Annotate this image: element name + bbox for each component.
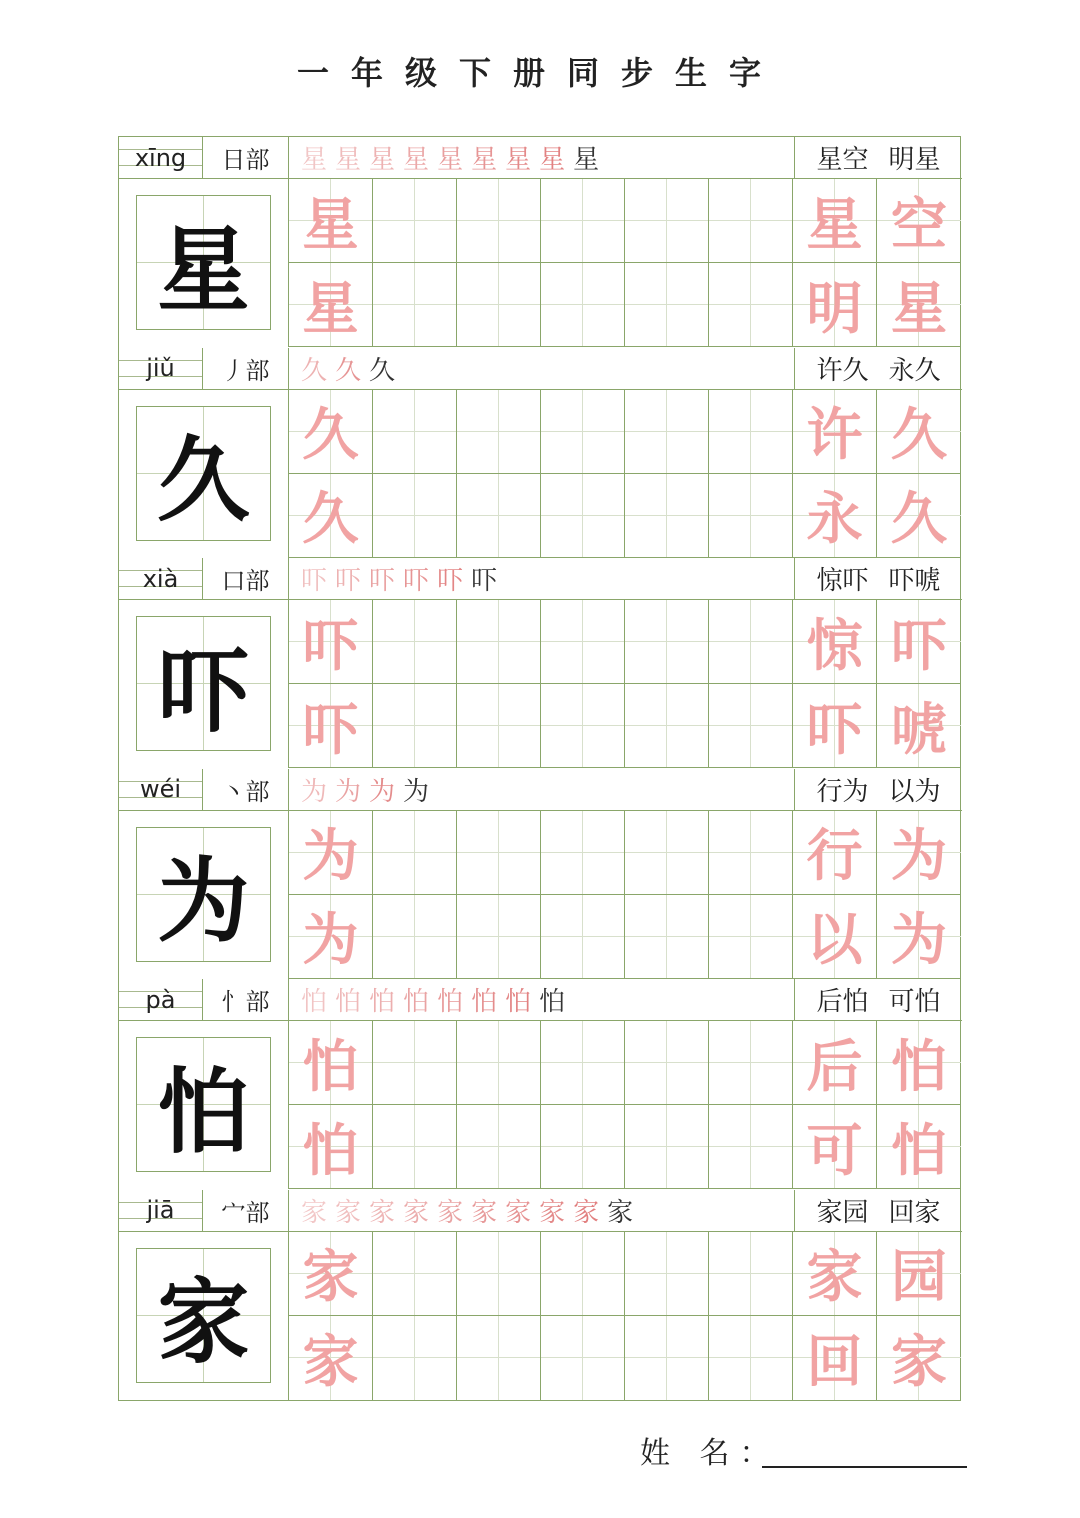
stroke-step: 为 bbox=[403, 776, 430, 807]
trace-square[interactable]: 吓 bbox=[289, 684, 373, 768]
practice-square[interactable] bbox=[373, 1105, 457, 1189]
practice-square[interactable] bbox=[625, 811, 709, 895]
practice-square[interactable] bbox=[625, 684, 709, 768]
name-input-line[interactable] bbox=[762, 1466, 967, 1468]
word-trace-square[interactable]: 许 bbox=[793, 390, 877, 474]
trace-square[interactable]: 星 bbox=[289, 263, 373, 347]
word-trace-square[interactable]: 家 bbox=[877, 1316, 961, 1400]
stroke-order bbox=[289, 348, 795, 389]
main-character: 吓 bbox=[136, 616, 271, 751]
character-header-row bbox=[119, 769, 962, 811]
practice-square[interactable] bbox=[541, 1105, 625, 1189]
trace-square[interactable]: 家 bbox=[289, 1232, 373, 1316]
trace-square[interactable]: 吓 bbox=[289, 600, 373, 684]
word-trace-square[interactable]: 为 bbox=[877, 811, 961, 895]
pinyin-label: jiā bbox=[119, 1190, 203, 1231]
practice-square[interactable] bbox=[373, 179, 457, 263]
main-character: 为 bbox=[136, 827, 271, 962]
pinyin-label: xīng bbox=[119, 137, 203, 178]
character-block bbox=[119, 1190, 962, 1400]
word-trace-square[interactable]: 后 bbox=[793, 1021, 877, 1105]
practice-square[interactable] bbox=[709, 1021, 793, 1105]
stroke-step: 吓 bbox=[403, 566, 430, 596]
character-header-row bbox=[119, 348, 962, 390]
practice-square[interactable] bbox=[709, 179, 793, 263]
stroke-step: 星 bbox=[403, 145, 430, 175]
main-character-cell bbox=[119, 1232, 289, 1400]
stroke-order bbox=[289, 769, 795, 810]
stroke-step: 家 bbox=[607, 1197, 634, 1228]
practice-square[interactable] bbox=[709, 600, 793, 684]
practice-square[interactable] bbox=[457, 1105, 541, 1189]
character-block bbox=[119, 137, 962, 347]
word-trace-square[interactable]: 可 bbox=[793, 1105, 877, 1189]
word-trace-square[interactable]: 惊 bbox=[793, 600, 877, 684]
radical-label: 丿部 bbox=[203, 348, 289, 389]
word-trace-square[interactable]: 久 bbox=[877, 474, 961, 558]
name-label: 姓 名： bbox=[640, 1436, 780, 1471]
stroke-step: 家 bbox=[301, 1197, 328, 1228]
pinyin-label: xià bbox=[119, 558, 203, 599]
stroke-step: 怕 bbox=[471, 987, 498, 1017]
word-label: 可怕 bbox=[888, 987, 941, 1017]
words-header bbox=[795, 137, 962, 178]
trace-square[interactable]: 怕 bbox=[289, 1105, 373, 1189]
practice-square[interactable] bbox=[541, 811, 625, 895]
stroke-order bbox=[289, 979, 795, 1020]
word-label: 家园 bbox=[816, 1197, 869, 1228]
main-character-cell bbox=[119, 1021, 289, 1189]
pinyin-label: wéi bbox=[119, 769, 203, 810]
practice-square[interactable] bbox=[541, 1232, 625, 1316]
practice-square[interactable] bbox=[457, 1232, 541, 1316]
practice-square[interactable] bbox=[457, 263, 541, 347]
practice-square[interactable] bbox=[625, 263, 709, 347]
practice-square[interactable] bbox=[373, 390, 457, 474]
stroke-order bbox=[289, 137, 795, 178]
word-label: 惊吓 bbox=[816, 566, 869, 596]
practice-square[interactable] bbox=[373, 600, 457, 684]
character-block bbox=[119, 769, 962, 979]
character-header-row bbox=[119, 137, 962, 179]
practice-square[interactable] bbox=[457, 179, 541, 263]
word-label: 回家 bbox=[888, 1197, 941, 1228]
word-label: 星空 bbox=[816, 145, 869, 175]
word-label: 以为 bbox=[888, 776, 941, 807]
words-header bbox=[795, 558, 962, 599]
practice-square[interactable] bbox=[541, 684, 625, 768]
practice-square[interactable] bbox=[625, 1232, 709, 1316]
main-character: 星 bbox=[136, 195, 271, 330]
stroke-step: 怕 bbox=[335, 987, 362, 1017]
word-label: 永久 bbox=[888, 355, 941, 386]
stroke-step: 家 bbox=[335, 1197, 362, 1228]
character-block bbox=[119, 979, 962, 1189]
word-trace-square[interactable]: 星 bbox=[793, 179, 877, 263]
stroke-step: 星 bbox=[471, 145, 498, 175]
practice-square[interactable] bbox=[373, 1232, 457, 1316]
practice-square[interactable] bbox=[457, 895, 541, 979]
radical-label: 丶部 bbox=[203, 769, 289, 810]
stroke-step: 星 bbox=[437, 145, 464, 175]
stroke-step: 星 bbox=[573, 145, 600, 175]
trace-square[interactable]: 久 bbox=[289, 390, 373, 474]
practice-square[interactable] bbox=[625, 1105, 709, 1189]
practice-square[interactable] bbox=[457, 1316, 541, 1400]
practice-square[interactable] bbox=[709, 1105, 793, 1189]
radical-label: 宀部 bbox=[203, 1190, 289, 1231]
word-trace-square[interactable]: 永 bbox=[793, 474, 877, 558]
stroke-step: 吓 bbox=[369, 566, 396, 596]
practice-square[interactable] bbox=[709, 474, 793, 558]
practice-square[interactable] bbox=[709, 811, 793, 895]
practice-square[interactable] bbox=[373, 684, 457, 768]
words-header bbox=[795, 769, 962, 810]
stroke-step: 家 bbox=[369, 1197, 396, 1228]
character-header-row bbox=[119, 558, 962, 600]
practice-square[interactable] bbox=[457, 474, 541, 558]
stroke-step: 久 bbox=[301, 355, 328, 386]
practice-square[interactable] bbox=[457, 1021, 541, 1105]
practice-square[interactable] bbox=[541, 600, 625, 684]
word-label: 行为 bbox=[816, 776, 869, 807]
word-trace-square[interactable]: 家 bbox=[793, 1232, 877, 1316]
practice-square[interactable] bbox=[457, 684, 541, 768]
character-header-row bbox=[119, 979, 962, 1021]
word-trace-square[interactable]: 明 bbox=[793, 263, 877, 347]
main-character-cell bbox=[119, 600, 289, 768]
stroke-step: 久 bbox=[335, 355, 362, 386]
main-character-cell bbox=[119, 179, 289, 347]
word-trace-square[interactable]: 园 bbox=[877, 1232, 961, 1316]
stroke-step: 星 bbox=[301, 145, 328, 175]
stroke-step: 家 bbox=[539, 1197, 566, 1228]
stroke-step: 吓 bbox=[301, 566, 328, 596]
word-label: 明星 bbox=[888, 145, 941, 175]
character-block bbox=[119, 348, 962, 558]
practice-square[interactable] bbox=[373, 474, 457, 558]
trace-square[interactable]: 为 bbox=[289, 895, 373, 979]
radical-label: 忄部 bbox=[203, 979, 289, 1020]
trace-square[interactable]: 星 bbox=[289, 179, 373, 263]
practice-square[interactable] bbox=[373, 895, 457, 979]
stroke-order bbox=[289, 558, 795, 599]
stroke-step: 怕 bbox=[437, 987, 464, 1017]
stroke-step: 怕 bbox=[539, 987, 566, 1017]
practice-grid bbox=[118, 136, 961, 1401]
word-trace-square[interactable]: 空 bbox=[877, 179, 961, 263]
practice-square[interactable] bbox=[541, 263, 625, 347]
stroke-step: 为 bbox=[369, 776, 396, 807]
practice-square[interactable] bbox=[625, 1316, 709, 1400]
practice-square[interactable] bbox=[541, 1316, 625, 1400]
word-trace-square[interactable]: 回 bbox=[793, 1316, 877, 1400]
word-label: 吓唬 bbox=[888, 566, 941, 596]
pinyin-label: jiǔ bbox=[119, 348, 203, 389]
stroke-step: 家 bbox=[573, 1197, 600, 1228]
practice-square[interactable] bbox=[625, 1021, 709, 1105]
stroke-step: 星 bbox=[505, 145, 532, 175]
words-header bbox=[795, 979, 962, 1020]
stroke-step: 星 bbox=[539, 145, 566, 175]
main-character-cell bbox=[119, 811, 289, 979]
stroke-step: 吓 bbox=[471, 566, 498, 596]
stroke-step: 怕 bbox=[505, 987, 532, 1017]
word-trace-square[interactable]: 怕 bbox=[877, 1105, 961, 1189]
word-trace-square[interactable]: 怕 bbox=[877, 1021, 961, 1105]
practice-square[interactable] bbox=[373, 263, 457, 347]
practice-square[interactable] bbox=[625, 600, 709, 684]
stroke-step: 为 bbox=[301, 776, 328, 807]
practice-square[interactable] bbox=[541, 179, 625, 263]
stroke-step: 久 bbox=[369, 355, 396, 386]
trace-square[interactable]: 久 bbox=[289, 474, 373, 558]
practice-square[interactable] bbox=[625, 179, 709, 263]
practice-square[interactable] bbox=[457, 600, 541, 684]
word-trace-square[interactable]: 以 bbox=[793, 895, 877, 979]
practice-square[interactable] bbox=[541, 1021, 625, 1105]
words-header bbox=[795, 348, 962, 389]
stroke-step: 怕 bbox=[301, 987, 328, 1017]
stroke-order bbox=[289, 1190, 795, 1231]
practice-square[interactable] bbox=[709, 390, 793, 474]
practice-square[interactable] bbox=[541, 895, 625, 979]
page-title: 一年级下册同步生字 bbox=[296, 54, 783, 92]
radical-label: 口部 bbox=[203, 558, 289, 599]
practice-square[interactable] bbox=[625, 474, 709, 558]
trace-square[interactable]: 为 bbox=[289, 811, 373, 895]
trace-square[interactable]: 怕 bbox=[289, 1021, 373, 1105]
stroke-step: 吓 bbox=[437, 566, 464, 596]
word-label: 许久 bbox=[816, 355, 869, 386]
word-trace-square[interactable]: 久 bbox=[877, 390, 961, 474]
practice-square[interactable] bbox=[709, 1232, 793, 1316]
pinyin-label: pà bbox=[119, 979, 203, 1020]
practice-square[interactable] bbox=[541, 474, 625, 558]
stroke-step: 为 bbox=[335, 776, 362, 807]
stroke-step: 家 bbox=[437, 1197, 464, 1228]
word-trace-square[interactable]: 为 bbox=[877, 895, 961, 979]
practice-square[interactable] bbox=[709, 1316, 793, 1400]
main-character: 久 bbox=[136, 406, 271, 541]
practice-square[interactable] bbox=[709, 263, 793, 347]
stroke-step: 家 bbox=[403, 1197, 430, 1228]
practice-square[interactable] bbox=[625, 390, 709, 474]
main-character: 怕 bbox=[136, 1037, 271, 1172]
word-trace-square[interactable]: 星 bbox=[877, 263, 961, 347]
practice-square[interactable] bbox=[457, 811, 541, 895]
practice-square[interactable] bbox=[541, 390, 625, 474]
main-character: 家 bbox=[136, 1248, 271, 1383]
word-trace-square[interactable]: 吓 bbox=[793, 684, 877, 768]
trace-square[interactable]: 家 bbox=[289, 1316, 373, 1400]
practice-square[interactable] bbox=[709, 684, 793, 768]
words-header bbox=[795, 1190, 962, 1231]
stroke-step: 星 bbox=[369, 145, 396, 175]
practice-square[interactable] bbox=[373, 811, 457, 895]
practice-square[interactable] bbox=[373, 1021, 457, 1105]
word-label: 后怕 bbox=[816, 987, 869, 1017]
stroke-step: 怕 bbox=[369, 987, 396, 1017]
stroke-step: 星 bbox=[335, 145, 362, 175]
practice-square[interactable] bbox=[625, 895, 709, 979]
stroke-step: 怕 bbox=[403, 987, 430, 1017]
character-header-row bbox=[119, 1190, 962, 1232]
stroke-step: 家 bbox=[471, 1197, 498, 1228]
word-trace-square[interactable]: 吓 bbox=[877, 600, 961, 684]
practice-square[interactable] bbox=[457, 390, 541, 474]
word-trace-square[interactable]: 唬 bbox=[877, 684, 961, 768]
radical-label: 日部 bbox=[203, 137, 289, 178]
practice-square[interactable] bbox=[373, 1316, 457, 1400]
practice-square[interactable] bbox=[709, 895, 793, 979]
character-block bbox=[119, 558, 962, 768]
stroke-step: 吓 bbox=[335, 566, 362, 596]
word-trace-square[interactable]: 行 bbox=[793, 811, 877, 895]
stroke-step: 家 bbox=[505, 1197, 532, 1228]
main-character-cell bbox=[119, 390, 289, 558]
